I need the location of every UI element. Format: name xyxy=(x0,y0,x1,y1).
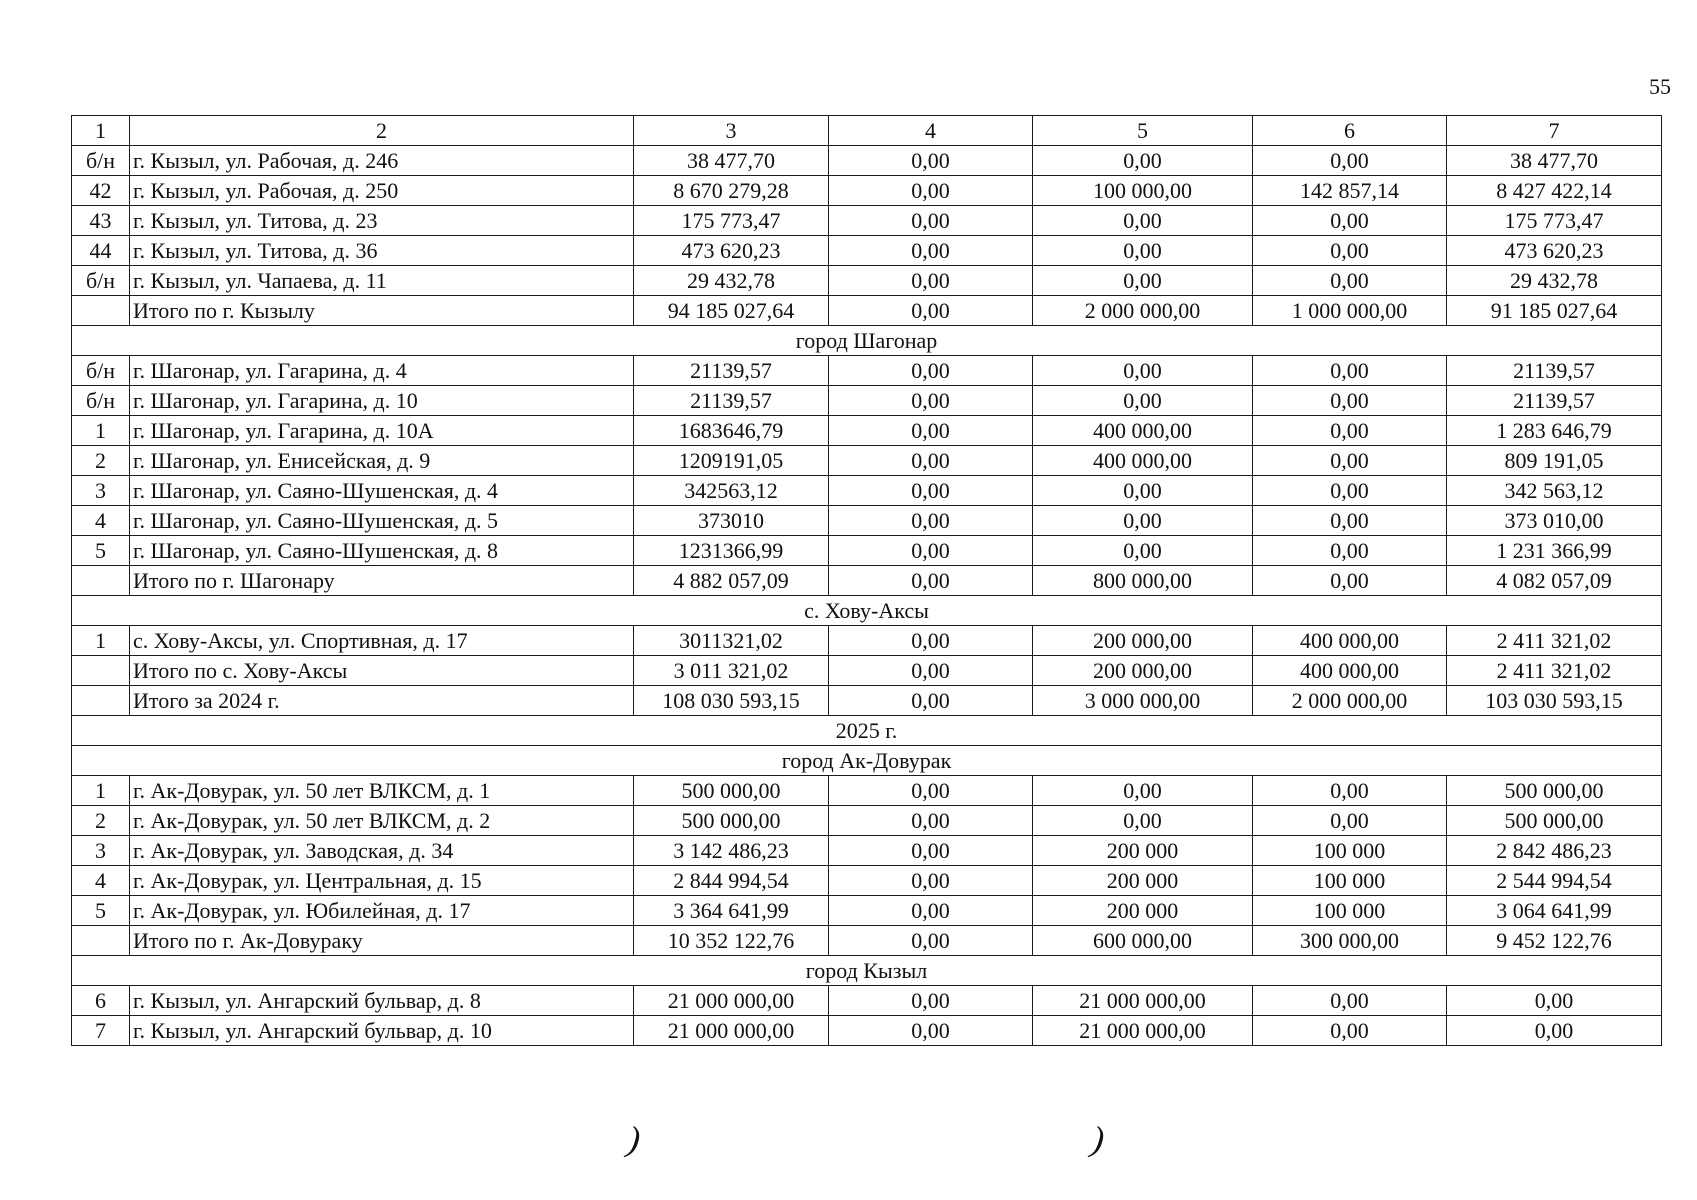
col-5-value: 200 000 xyxy=(1033,896,1253,926)
col-4-value: 0,00 xyxy=(829,776,1033,806)
col-5-value: 100 000,00 xyxy=(1033,176,1253,206)
col-6-value: 2 000 000,00 xyxy=(1253,686,1447,716)
section-row xyxy=(72,716,1662,746)
row-number: 7 xyxy=(72,1016,130,1046)
row-number: 2 xyxy=(72,806,130,836)
col-5-value: 0,00 xyxy=(1033,206,1253,236)
col-7-value: 1 231 366,99 xyxy=(1447,536,1662,566)
col-6-value: 100 000 xyxy=(1253,896,1447,926)
col-7-value: 21139,57 xyxy=(1447,356,1662,386)
address: г. Ак-Довурак, ул. Юбилейная, д. 17 xyxy=(130,896,634,926)
address: г. Кызыл, ул. Чапаева, д. 11 xyxy=(130,266,634,296)
col-7-value: 29 432,78 xyxy=(1447,266,1662,296)
header-cell: 6 xyxy=(1253,116,1447,146)
col-3-value: 1683646,79 xyxy=(634,416,829,446)
col-5-value: 0,00 xyxy=(1033,386,1253,416)
address: Итого по г. Ак-Довураку xyxy=(130,926,634,956)
col-7-value: 91 185 027,64 xyxy=(1447,296,1662,326)
col-4-value: 0,00 xyxy=(829,356,1033,386)
col-5-value: 0,00 xyxy=(1033,236,1253,266)
col-7-value: 4 082 057,09 xyxy=(1447,566,1662,596)
col-4-value: 0,00 xyxy=(829,686,1033,716)
row-number: б/н xyxy=(72,386,130,416)
col-7-value: 1 283 646,79 xyxy=(1447,416,1662,446)
col-6-value: 100 000 xyxy=(1253,866,1447,896)
col-7-value: 2 411 321,02 xyxy=(1447,656,1662,686)
col-6-value: 0,00 xyxy=(1253,1016,1447,1046)
col-6-value: 1 000 000,00 xyxy=(1253,296,1447,326)
col-6-value: 0,00 xyxy=(1253,386,1447,416)
row-number: 4 xyxy=(72,866,130,896)
handwritten-mark: ) xyxy=(1089,1118,1107,1160)
address: Итого за 2024 г. xyxy=(130,686,634,716)
table-row xyxy=(72,566,1662,596)
col-5-value: 0,00 xyxy=(1033,476,1253,506)
col-4-value: 0,00 xyxy=(829,566,1033,596)
col-7-value: 473 620,23 xyxy=(1447,236,1662,266)
table-row xyxy=(72,476,1662,506)
col-3-value: 3 364 641,99 xyxy=(634,896,829,926)
col-6-value: 0,00 xyxy=(1253,566,1447,596)
address: г. Кызыл, ул. Рабочая, д. 246 xyxy=(130,146,634,176)
header-cell: 1 xyxy=(72,116,130,146)
row-number: 43 xyxy=(72,206,130,236)
table-row xyxy=(72,416,1662,446)
table-row xyxy=(72,626,1662,656)
address: г. Ак-Довурак, ул. Центральная, д. 15 xyxy=(130,866,634,896)
col-5-value: 0,00 xyxy=(1033,356,1253,386)
col-4-value: 0,00 xyxy=(829,896,1033,926)
header-row xyxy=(72,116,1662,146)
col-7-value: 3 064 641,99 xyxy=(1447,896,1662,926)
row-number: 44 xyxy=(72,236,130,266)
address: г. Шагонар, ул. Гагарина, д. 10А xyxy=(130,416,634,446)
col-3-value: 108 030 593,15 xyxy=(634,686,829,716)
row-number: 5 xyxy=(72,536,130,566)
col-5-value: 200 000,00 xyxy=(1033,656,1253,686)
page-number: 55 xyxy=(1649,74,1671,99)
table-row xyxy=(72,776,1662,806)
table-row xyxy=(72,926,1662,956)
row-number: б/н xyxy=(72,266,130,296)
col-5-value: 0,00 xyxy=(1033,776,1253,806)
col-4-value: 0,00 xyxy=(829,656,1033,686)
table-row xyxy=(72,446,1662,476)
table-row xyxy=(72,1016,1662,1046)
address: г. Кызыл, ул. Рабочая, д. 250 xyxy=(130,176,634,206)
address: Итого по г. Кызылу xyxy=(130,296,634,326)
col-7-value: 21139,57 xyxy=(1447,386,1662,416)
col-6-value: 0,00 xyxy=(1253,476,1447,506)
col-4-value: 0,00 xyxy=(829,1016,1033,1046)
row-number: 6 xyxy=(72,986,130,1016)
col-3-value: 21139,57 xyxy=(634,356,829,386)
col-6-value: 0,00 xyxy=(1253,416,1447,446)
col-7-value: 38 477,70 xyxy=(1447,146,1662,176)
col-4-value: 0,00 xyxy=(829,836,1033,866)
col-5-value: 200 000 xyxy=(1033,836,1253,866)
table-row xyxy=(72,146,1662,176)
address: г. Шагонар, ул. Саяно-Шушенская, д. 8 xyxy=(130,536,634,566)
col-3-value: 3011321,02 xyxy=(634,626,829,656)
section-title: город Кызыл xyxy=(72,956,1662,986)
col-5-value: 0,00 xyxy=(1033,146,1253,176)
col-6-value: 100 000 xyxy=(1253,836,1447,866)
table-row xyxy=(72,236,1662,266)
col-6-value: 0,00 xyxy=(1253,236,1447,266)
col-6-value: 300 000,00 xyxy=(1253,926,1447,956)
col-6-value: 0,00 xyxy=(1253,986,1447,1016)
col-6-value: 0,00 xyxy=(1253,146,1447,176)
col-6-value: 0,00 xyxy=(1253,446,1447,476)
table-row xyxy=(72,866,1662,896)
col-3-value: 3 142 486,23 xyxy=(634,836,829,866)
address: г. Шагонар, ул. Енисейская, д. 9 xyxy=(130,446,634,476)
address: г. Кызыл, ул. Титова, д. 36 xyxy=(130,236,634,266)
col-3-value: 4 882 057,09 xyxy=(634,566,829,596)
col-4-value: 0,00 xyxy=(829,446,1033,476)
col-4-value: 0,00 xyxy=(829,626,1033,656)
header-cell: 7 xyxy=(1447,116,1662,146)
col-7-value: 2 544 994,54 xyxy=(1447,866,1662,896)
table-row xyxy=(72,506,1662,536)
col-5-value: 800 000,00 xyxy=(1033,566,1253,596)
col-5-value: 2 000 000,00 xyxy=(1033,296,1253,326)
col-3-value: 21 000 000,00 xyxy=(634,1016,829,1046)
col-4-value: 0,00 xyxy=(829,146,1033,176)
row-number: 2 xyxy=(72,446,130,476)
table-row xyxy=(72,266,1662,296)
section-row xyxy=(72,746,1662,776)
table-body xyxy=(72,146,1662,1046)
table-row xyxy=(72,176,1662,206)
table-row xyxy=(72,896,1662,926)
col-3-value: 500 000,00 xyxy=(634,776,829,806)
col-4-value: 0,00 xyxy=(829,296,1033,326)
col-3-value: 8 670 279,28 xyxy=(634,176,829,206)
row-number xyxy=(72,566,130,596)
address: г. Кызыл, ул. Ангарский бульвар, д. 8 xyxy=(130,986,634,1016)
col-7-value: 0,00 xyxy=(1447,1016,1662,1046)
col-6-value: 0,00 xyxy=(1253,206,1447,236)
row-number xyxy=(72,686,130,716)
row-number: 4 xyxy=(72,506,130,536)
col-6-value: 0,00 xyxy=(1253,536,1447,566)
col-7-value: 2 411 321,02 xyxy=(1447,626,1662,656)
col-7-value: 500 000,00 xyxy=(1447,806,1662,836)
col-4-value: 0,00 xyxy=(829,806,1033,836)
address: г. Шагонар, ул. Саяно-Шушенская, д. 4 xyxy=(130,476,634,506)
col-3-value: 2 844 994,54 xyxy=(634,866,829,896)
section-row xyxy=(72,326,1662,356)
col-5-value: 200 000 xyxy=(1033,866,1253,896)
col-4-value: 0,00 xyxy=(829,386,1033,416)
table-row xyxy=(72,836,1662,866)
col-3-value: 21 000 000,00 xyxy=(634,986,829,1016)
table-row xyxy=(72,206,1662,236)
table-row xyxy=(72,356,1662,386)
col-4-value: 0,00 xyxy=(829,926,1033,956)
col-3-value: 94 185 027,64 xyxy=(634,296,829,326)
col-3-value: 373010 xyxy=(634,506,829,536)
col-6-value: 0,00 xyxy=(1253,506,1447,536)
section-row xyxy=(72,596,1662,626)
col-6-value: 0,00 xyxy=(1253,806,1447,836)
col-4-value: 0,00 xyxy=(829,206,1033,236)
handwritten-mark: ) xyxy=(625,1118,643,1160)
section-title: город Ак-Довурак xyxy=(72,746,1662,776)
col-4-value: 0,00 xyxy=(829,506,1033,536)
address: с. Хову-Аксы, ул. Спортивная, д. 17 xyxy=(130,626,634,656)
row-number: 1 xyxy=(72,776,130,806)
col-4-value: 0,00 xyxy=(829,266,1033,296)
address: г. Ак-Довурак, ул. 50 лет ВЛКСМ, д. 1 xyxy=(130,776,634,806)
col-7-value: 2 842 486,23 xyxy=(1447,836,1662,866)
row-number: 42 xyxy=(72,176,130,206)
col-3-value: 29 432,78 xyxy=(634,266,829,296)
table-row xyxy=(72,656,1662,686)
row-number xyxy=(72,656,130,686)
col-3-value: 500 000,00 xyxy=(634,806,829,836)
col-7-value: 9 452 122,76 xyxy=(1447,926,1662,956)
col-3-value: 473 620,23 xyxy=(634,236,829,266)
col-3-value: 1209191,05 xyxy=(634,446,829,476)
header-cell: 2 xyxy=(130,116,634,146)
section-title: с. Хову-Аксы xyxy=(72,596,1662,626)
col-5-value: 3 000 000,00 xyxy=(1033,686,1253,716)
table-row xyxy=(72,386,1662,416)
col-4-value: 0,00 xyxy=(829,986,1033,1016)
col-7-value: 103 030 593,15 xyxy=(1447,686,1662,716)
col-3-value: 1231366,99 xyxy=(634,536,829,566)
col-7-value: 342 563,12 xyxy=(1447,476,1662,506)
col-5-value: 0,00 xyxy=(1033,806,1253,836)
row-number: б/н xyxy=(72,356,130,386)
col-4-value: 0,00 xyxy=(829,236,1033,266)
col-5-value: 0,00 xyxy=(1033,506,1253,536)
col-6-value: 400 000,00 xyxy=(1253,626,1447,656)
section-row xyxy=(72,956,1662,986)
col-7-value: 0,00 xyxy=(1447,986,1662,1016)
col-5-value: 0,00 xyxy=(1033,266,1253,296)
col-7-value: 500 000,00 xyxy=(1447,776,1662,806)
header-cell: 5 xyxy=(1033,116,1253,146)
col-7-value: 8 427 422,14 xyxy=(1447,176,1662,206)
col-4-value: 0,00 xyxy=(829,416,1033,446)
address: г. Кызыл, ул. Титова, д. 23 xyxy=(130,206,634,236)
col-4-value: 0,00 xyxy=(829,536,1033,566)
section-title: 2025 г. xyxy=(72,716,1662,746)
address: г. Шагонар, ул. Гагарина, д. 4 xyxy=(130,356,634,386)
col-5-value: 200 000,00 xyxy=(1033,626,1253,656)
address: г. Ак-Довурак, ул. Заводская, д. 34 xyxy=(130,836,634,866)
col-4-value: 0,00 xyxy=(829,866,1033,896)
address: г. Ак-Довурак, ул. 50 лет ВЛКСМ, д. 2 xyxy=(130,806,634,836)
row-number: 3 xyxy=(72,476,130,506)
col-4-value: 0,00 xyxy=(829,176,1033,206)
col-5-value: 400 000,00 xyxy=(1033,416,1253,446)
col-6-value: 0,00 xyxy=(1253,266,1447,296)
address: Итого по с. Хову-Аксы xyxy=(130,656,634,686)
header-cell: 4 xyxy=(829,116,1033,146)
col-6-value: 400 000,00 xyxy=(1253,656,1447,686)
row-number: 1 xyxy=(72,416,130,446)
table-row xyxy=(72,536,1662,566)
header-cell: 3 xyxy=(634,116,829,146)
address: г. Кызыл, ул. Ангарский бульвар, д. 10 xyxy=(130,1016,634,1046)
address: Итого по г. Шагонару xyxy=(130,566,634,596)
table-row xyxy=(72,686,1662,716)
row-number xyxy=(72,926,130,956)
col-5-value: 400 000,00 xyxy=(1033,446,1253,476)
col-7-value: 809 191,05 xyxy=(1447,446,1662,476)
table-row xyxy=(72,986,1662,1016)
table-row xyxy=(72,296,1662,326)
col-5-value: 21 000 000,00 xyxy=(1033,986,1253,1016)
row-number: 5 xyxy=(72,896,130,926)
col-5-value: 21 000 000,00 xyxy=(1033,1016,1253,1046)
col-3-value: 175 773,47 xyxy=(634,206,829,236)
col-7-value: 175 773,47 xyxy=(1447,206,1662,236)
col-3-value: 342563,12 xyxy=(634,476,829,506)
col-3-value: 3 011 321,02 xyxy=(634,656,829,686)
col-3-value: 10 352 122,76 xyxy=(634,926,829,956)
col-3-value: 38 477,70 xyxy=(634,146,829,176)
row-number xyxy=(72,296,130,326)
data-table xyxy=(71,115,1662,1046)
row-number: 3 xyxy=(72,836,130,866)
row-number: б/н xyxy=(72,146,130,176)
col-5-value: 0,00 xyxy=(1033,536,1253,566)
col-4-value: 0,00 xyxy=(829,476,1033,506)
col-6-value: 0,00 xyxy=(1253,356,1447,386)
address: г. Шагонар, ул. Саяно-Шушенская, д. 5 xyxy=(130,506,634,536)
table-row xyxy=(72,806,1662,836)
col-7-value: 373 010,00 xyxy=(1447,506,1662,536)
col-6-value: 0,00 xyxy=(1253,776,1447,806)
col-3-value: 21139,57 xyxy=(634,386,829,416)
row-number: 1 xyxy=(72,626,130,656)
section-title: город Шагонар xyxy=(72,326,1662,356)
col-6-value: 142 857,14 xyxy=(1253,176,1447,206)
address: г. Шагонар, ул. Гагарина, д. 10 xyxy=(130,386,634,416)
col-5-value: 600 000,00 xyxy=(1033,926,1253,956)
